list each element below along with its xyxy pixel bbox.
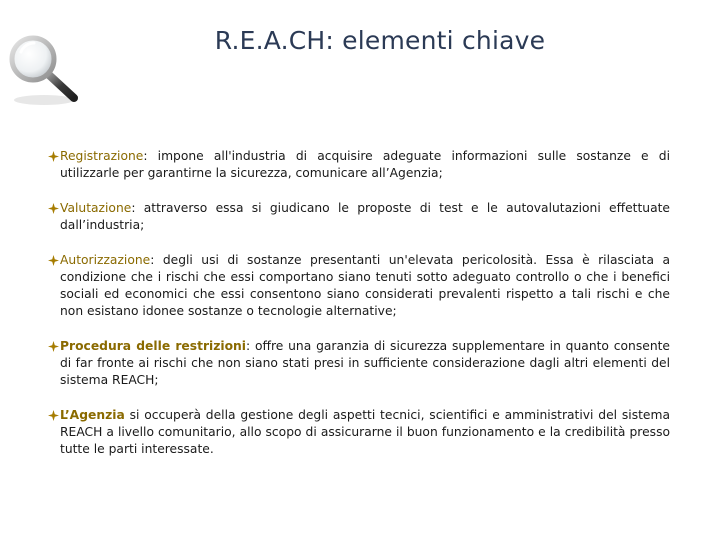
diamond-bullet-icon (48, 410, 59, 421)
diamond-bullet-icon (48, 341, 59, 352)
item-term: Registrazione (60, 149, 144, 163)
diamond-bullet-icon (48, 203, 59, 214)
item-text: : offre una garanzia di sicurezza supplementare in quanto consente di far fronte ai rischi che non siano stati presi in sufficiente considerazione dagli altri elementi del sistema REACH; (60, 339, 670, 387)
list-item (50, 252, 670, 320)
item-text: si occuperà della gestione degli aspetti tecnici, scientifici e amministrativi del sistema REACH a livello comunitario, allo scopo di assicurarne il buon funzionamento e la credibilità presso tutte le parti interessate. (60, 408, 670, 456)
item-text: : degli usi di sostanze presentanti un'elevata pericolosità. Essa è rilasciata a condizione che i rischi che essi comportano siano tenuti sotto adeguato controllo o che i benefici sociali ed economici che essi consentono siano considerati prevalenti rispetto a tali rischi e che non esistano idonee sostanze o tecnologie alternative; (60, 253, 670, 318)
diamond-bullet-icon (48, 151, 59, 162)
item-term: Autorizzazione (60, 253, 151, 267)
item-text: : impone all'industria di acquisire adeguate informazioni sulle sostanze e di utilizzarle per garantirne la sicurezza, comunicare all’Agenzia; (60, 149, 670, 180)
item-term: Valutazione (60, 201, 132, 215)
list-item (50, 407, 670, 458)
list-item (50, 148, 670, 182)
item-term: Procedura delle restrizioni (60, 339, 247, 353)
key-elements-list (50, 148, 670, 476)
list-item (50, 200, 670, 234)
magnifying-glass-icon (4, 30, 84, 110)
page-title: R.E.A.CH: elementi chiave (214, 26, 546, 55)
diamond-bullet-icon (48, 255, 59, 266)
item-text: : attraverso essa si giudicano le proposte di test e le autovalutazioni effettuate dall’industria; (60, 201, 670, 232)
item-term: L’Agenzia (60, 408, 125, 422)
list-item (50, 338, 670, 389)
